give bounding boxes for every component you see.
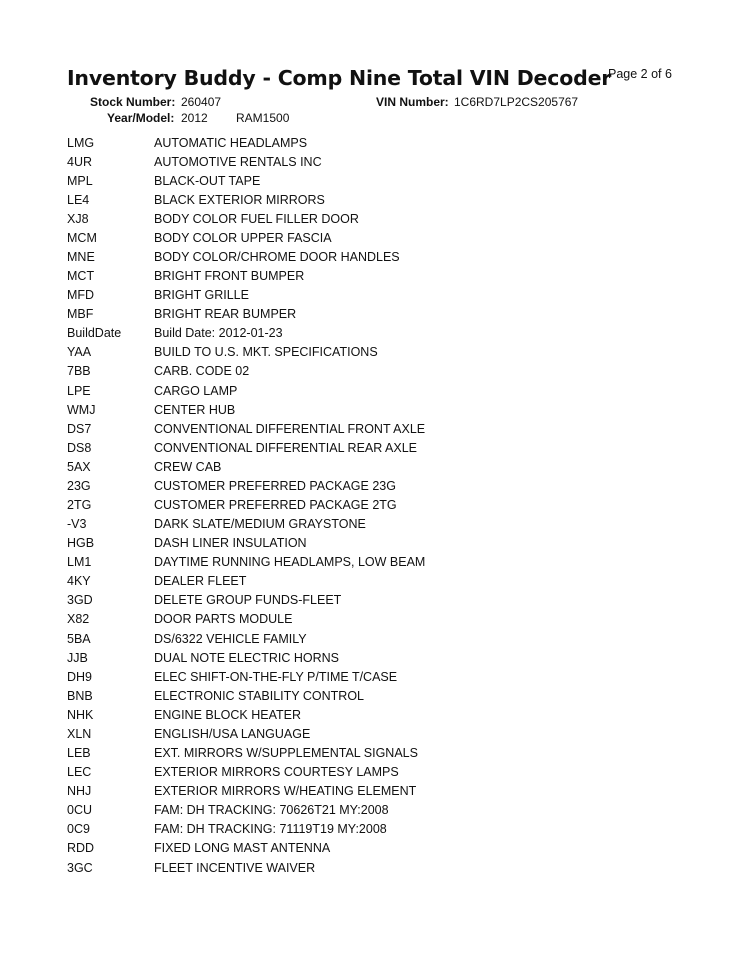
option-row [67, 267, 425, 286]
model-value: RAM1500 [236, 111, 290, 125]
option-code: 3GD [67, 593, 93, 608]
option-description: BODY COLOR FUEL FILLER DOOR [154, 211, 359, 226]
option-description: DARK SLATE/MEDIUM GRAYSTONE [154, 517, 366, 532]
option-row [67, 324, 425, 343]
option-description: DUAL NOTE ELECTRIC HORNS [154, 650, 339, 665]
option-description: CARGO LAMP [154, 383, 238, 398]
option-row [67, 476, 425, 495]
option-row [67, 648, 425, 667]
option-description: ENGINE BLOCK HEATER [154, 707, 302, 722]
option-row [67, 209, 425, 228]
stock-number-value: 260407 [181, 95, 222, 109]
option-row [67, 744, 425, 763]
option-code: 4KY [67, 574, 91, 589]
option-code: MPL [67, 173, 93, 188]
page-title: Inventory Buddy - Comp Nine Total VIN Decoder [67, 66, 612, 90]
option-row [67, 801, 425, 820]
year-value: 2012 [181, 111, 208, 125]
option-code: 5AX [67, 459, 91, 474]
option-code: YAA [67, 345, 92, 360]
option-code: NHK [67, 707, 94, 722]
option-description: EXTERIOR MIRRORS W/HEATING ELEMENT [154, 784, 417, 799]
option-row [67, 839, 425, 858]
option-row [67, 400, 425, 419]
option-description: BODY COLOR/CHROME DOOR HANDLES [154, 250, 400, 264]
option-row [67, 782, 425, 801]
option-row [67, 133, 425, 152]
option-description: CENTER HUB [154, 402, 236, 417]
option-code: JJB [67, 650, 88, 665]
option-code: MCT [67, 269, 95, 284]
option-row [67, 686, 425, 705]
option-code: WMJ [67, 402, 96, 417]
option-description: EXTERIOR MIRRORS COURTESY LAMPS [154, 765, 399, 780]
option-description: EXT. MIRRORS W/SUPPLEMENTAL SIGNALS [154, 746, 418, 761]
option-code: 0CU [67, 803, 93, 818]
option-description: DOOR PARTS MODULE [154, 612, 293, 627]
option-row [67, 381, 425, 400]
option-row [67, 572, 425, 591]
option-description: BLACK EXTERIOR MIRRORS [154, 192, 325, 207]
option-code: 4UR [67, 154, 93, 169]
option-code: LEC [67, 765, 92, 780]
option-description: CREW CAB [154, 459, 222, 474]
option-description: AUTOMOTIVE RENTALS INC [154, 154, 322, 169]
option-description: BRIGHT FRONT BUMPER [154, 269, 305, 284]
option-description: CONVENTIONAL DIFFERENTIAL REAR AXLE [154, 440, 418, 455]
option-description: Build Date: 2012-01-23 [154, 326, 283, 341]
option-description: BODY COLOR UPPER FASCIA [154, 230, 332, 245]
option-code: HGB [67, 536, 95, 551]
option-code: LMG [67, 135, 95, 150]
option-row [67, 457, 425, 476]
option-code: XJ8 [67, 211, 89, 226]
option-description: CUSTOMER PREFERRED PACKAGE 23G [154, 478, 396, 493]
option-row [67, 724, 425, 743]
option-code-list [67, 133, 425, 877]
option-row [67, 362, 425, 381]
option-description: FIXED LONG MAST ANTENNA [154, 841, 331, 856]
option-row [67, 629, 425, 648]
option-description: BLACK-OUT TAPE [154, 173, 261, 188]
option-row [67, 438, 425, 457]
option-description: DASH LINER INSULATION [154, 536, 307, 551]
option-description: DS/6322 VEHICLE FAMILY [154, 631, 307, 646]
option-row [67, 553, 425, 572]
option-description: BRIGHT REAR BUMPER [154, 307, 297, 322]
option-row [67, 820, 425, 839]
option-code: RDD [67, 841, 95, 856]
vin-number-value: 1C6RD7LP2CS205767 [454, 95, 579, 109]
option-row [67, 171, 425, 190]
option-row [67, 705, 425, 724]
option-row [67, 247, 425, 266]
option-description: FLEET INCENTIVE WAIVER [154, 860, 316, 875]
option-code: MFD [67, 288, 95, 303]
option-description: ELEC SHIFT-ON-THE-FLY P/TIME T/CASE [154, 669, 398, 684]
option-row [67, 858, 425, 877]
option-code: DS8 [67, 440, 92, 455]
option-code: 2TG [67, 498, 92, 513]
option-row [67, 190, 425, 209]
option-code: 0C9 [67, 822, 90, 837]
option-description: ELECTRONIC STABILITY CONTROL [154, 688, 364, 703]
option-description: BRIGHT GRILLE [154, 288, 249, 303]
option-row [67, 495, 425, 514]
option-description: DAYTIME RUNNING HEADLAMPS, LOW BEAM [154, 555, 426, 570]
option-row [67, 763, 425, 782]
option-description: DEALER FLEET [154, 574, 247, 589]
option-row [67, 515, 425, 534]
option-code: XLN [67, 726, 92, 741]
option-code: MBF [67, 307, 94, 322]
option-code: -V3 [67, 517, 87, 532]
option-row [67, 591, 425, 610]
option-description: CUSTOMER PREFERRED PACKAGE 2TG [154, 498, 397, 513]
option-row [67, 610, 425, 629]
stock-number-label: Stock Number: [90, 95, 176, 109]
option-row [67, 305, 425, 324]
option-description: AUTOMATIC HEADLAMPS [154, 135, 308, 150]
option-description: DELETE GROUP FUNDS-FLEET [154, 593, 342, 608]
vin-number-label: VIN Number: [376, 95, 449, 109]
option-code: LM1 [67, 555, 92, 570]
option-row [67, 152, 425, 171]
option-code: DS7 [67, 421, 92, 436]
option-description: FAM: DH TRACKING: 70626T21 MY:2008 [154, 803, 389, 818]
option-code: 5BA [67, 631, 91, 646]
option-row [67, 286, 425, 305]
option-row [67, 667, 425, 686]
option-code: LE4 [67, 192, 90, 207]
option-description: CONVENTIONAL DIFFERENTIAL FRONT AXLE [154, 421, 426, 436]
option-code: NHJ [67, 784, 92, 799]
option-description: BUILD TO U.S. MKT. SPECIFICATIONS [154, 345, 378, 360]
option-row [67, 343, 425, 362]
option-code: LPE [67, 383, 91, 398]
option-code: BuildDate [67, 326, 122, 341]
option-code: 23G [67, 478, 91, 493]
option-description: CARB. CODE 02 [154, 364, 250, 379]
option-description: FAM: DH TRACKING: 71119T19 MY:2008 [154, 822, 387, 837]
option-code: DH9 [67, 669, 93, 684]
option-description: ENGLISH/USA LANGUAGE [154, 726, 311, 741]
option-code: 7BB [67, 364, 91, 379]
page-number: Page 2 of 6 [608, 67, 672, 81]
year-model-label: Year/Model: [107, 111, 175, 125]
option-code: MCM [67, 230, 97, 245]
option-row [67, 228, 425, 247]
option-row [67, 419, 425, 438]
option-row [67, 534, 425, 553]
option-code: BNB [67, 688, 93, 703]
option-code: LEB [67, 746, 91, 761]
option-code: X82 [67, 612, 90, 627]
option-code: MNE [67, 250, 95, 264]
option-code: 3GC [67, 860, 93, 875]
